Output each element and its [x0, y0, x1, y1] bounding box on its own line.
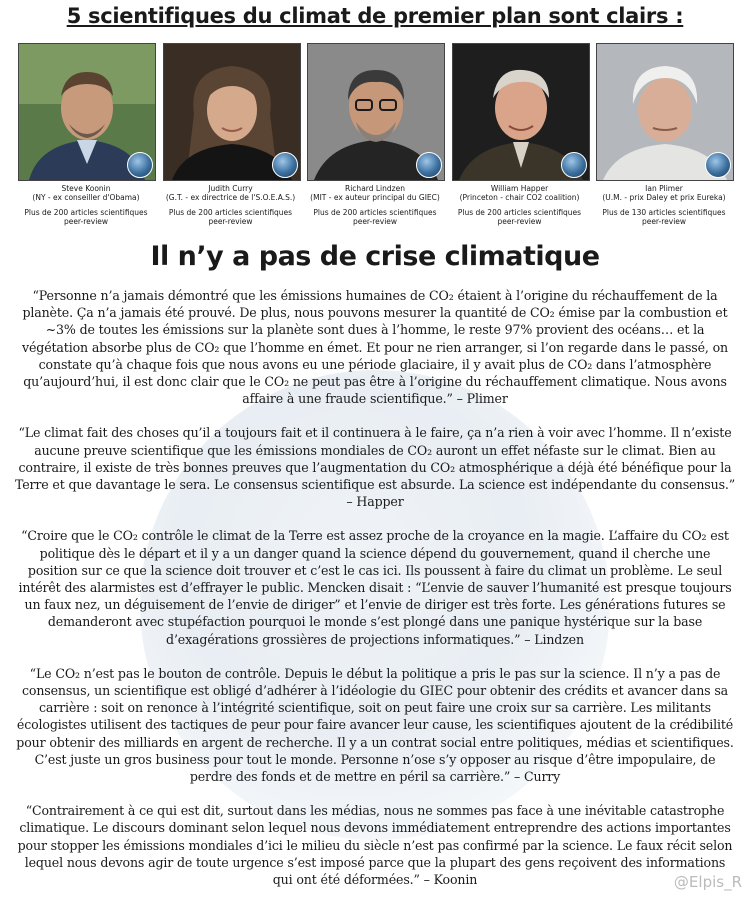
scientist-role: (Princeton - chair CO2 coalition)	[459, 193, 580, 202]
quote-plimer: “Personne n’a jamais démontré que les émissions humaines de CO₂ étaient à l’origine du réchauffement de la planète. Ça n’a jamais été prouvé. De plus, nous pouvons mesurer la quantité de CO₂ émise par la combustion et ~3% de toutes les émissions sur la planète sont dues à l’homme, le reste 97% provient des océans… et la végétation absorbe plus de CO₂ que l’homme en émet. Et pour ne rien arranger, si l’on regarde dans le passé, on constate qu’à chaque fois que nous avons eu une période glaciaire, il y avait plus de CO₂ dans l’atmosphère qu’aujourd’hui, il est donc clair que le CO₂ ne peut pas être à l’origine du réchauffement climatique. Nous avons affaire à une fraude scientifique.” – Plimer	[22, 288, 728, 407]
scientist-card-plimer	[596, 43, 732, 233]
quote-curry: “Le CO₂ n’est pas le bouton de contrôle. Depuis le début la politique a pris le pas sur la science. Il n’y a pas de consensus, un scientifique est obligé d’adhérer à l’idéologie du GIEC pour obtenir des crédits et avancer dans sa carrière : soit on renonce à l’intégrité scientifique, soit on peut faire une croix sur sa carrière. Les militants écologistes utilisent des tactiques de peur pour faire avancer leur cause, les scientifiques ajoutent de la crédibilité pour obtenir des milliards en argent de recherche. Il y a un contrat social entre politiques, médias et scientifiques. C’est juste un gros business pour tout le monde. Personne n’ose s’y opposer au risque d’être impopulaire, de perdre des fonds et de mettre en péril sa carrière.” – Curry	[16, 665, 734, 785]
scientist-name: William Happer	[490, 184, 549, 193]
scientist-photo	[452, 43, 590, 181]
scientist-role: (G.T. - ex directrice de l'S.O.E.A.S.)	[165, 193, 296, 202]
scientist-name: Ian Plimer	[645, 184, 683, 193]
globe-icon	[561, 152, 587, 178]
scientist-role: (MIT - ex auteur principal du GIEC)	[310, 193, 440, 202]
scientist-role: (NY - ex conseiller d'Obama)	[32, 193, 140, 202]
scientist-photo	[307, 43, 445, 181]
scientist-photo	[18, 43, 156, 181]
scientist-photo	[163, 43, 301, 181]
quote-happer: “Le climat fait des choses qu’il a toujours fait et il continuera à le faire, ça n’a rien à voir avec l’homme. Il n’existe aucune preuve scientifique que les émissions mondiales de CO₂ auront un effet néfaste sur le climat. Bien au contraire, il existe de très bonnes preuves que l’augmentation du CO₂ atmosphérique a déjà été bénéfique pour la Terre et que davantage le sera. Le consensus scientifique est absurde. La science est indépendante du consensus.” – Happer	[14, 425, 736, 510]
scientist-name: Richard Lindzen	[345, 184, 405, 193]
scientist-articles: Plus de 200 articles scientifiques peer-review	[24, 208, 148, 226]
globe-icon	[127, 152, 153, 178]
quote-lindzen: “Croire que le CO₂ contrôle le climat de la Terre est assez proche de la croyance en la magie. L’affaire du CO₂ est politique dès le départ et il y a un danger quand la science dépend du gouvernement, quand il cherche une position sur ce que la science doit trouver et c’est le cas ici. Ils poussent à faire du climat un problème. Le seul intérêt des alarmistes est d’effrayer le public. Mencken disait : “L’envie de sauver l’humanité est presque toujours un faux nez, un déguisement de l’envie de diriger” et l’envie de diriger est très forte. Les générations futures se demanderont avec stupéfaction pourquoi le monde s’est plongé dans une panique hystérique sur la base d’exagérations grossières de projections informatiques.” – Lindzen	[18, 528, 732, 647]
globe-icon	[416, 152, 442, 178]
watermark: @Elpis_R	[673, 873, 742, 891]
scientist-card-koonin	[18, 43, 154, 233]
headline: Il n’y a pas de crise climatique	[150, 241, 600, 272]
scientist-articles: Plus de 200 articles scientifiques peer-review	[457, 208, 582, 226]
globe-icon	[272, 152, 298, 178]
scientist-card-happer	[452, 43, 588, 233]
scientist-name: Judith Curry	[208, 184, 253, 193]
scientist-name: Steve Koonin	[61, 184, 111, 193]
scientists-row	[18, 43, 732, 233]
scientist-articles: Plus de 200 articles scientifiques peer-review	[313, 208, 437, 226]
scientist-articles: Plus de 200 articles scientifiques peer-review	[168, 208, 293, 226]
page-title: 5 scientifiques du climat de premier plan sont clairs :	[66, 4, 684, 28]
scientist-card-lindzen	[307, 43, 443, 233]
scientist-articles: Plus de 130 articles scientifiques peer-review	[602, 208, 726, 226]
scientist-card-curry	[163, 43, 299, 233]
scientist-role: (U.M. - prix Daley et prix Eureka)	[602, 193, 726, 202]
quote-koonin: “Contrairement à ce qui est dit, surtout dans les médias, nous ne sommes pas face à une inévitable catastrophe climatique. Le discours dominant selon lequel nous devons immédiatement entreprendre des actions importantes pour stopper les émissions mondiales d’ici le milieu du siècle n’est pas confirmé par la science. Le faux récit selon lequel nous devons agir de toute urgence s’est imposé parce que la plupart des gens reçoivent des informations qui ont été déformées.” – Koonin	[17, 803, 733, 888]
scientist-photo	[596, 43, 734, 181]
quotes-section	[14, 287, 736, 905]
globe-icon	[705, 152, 731, 178]
